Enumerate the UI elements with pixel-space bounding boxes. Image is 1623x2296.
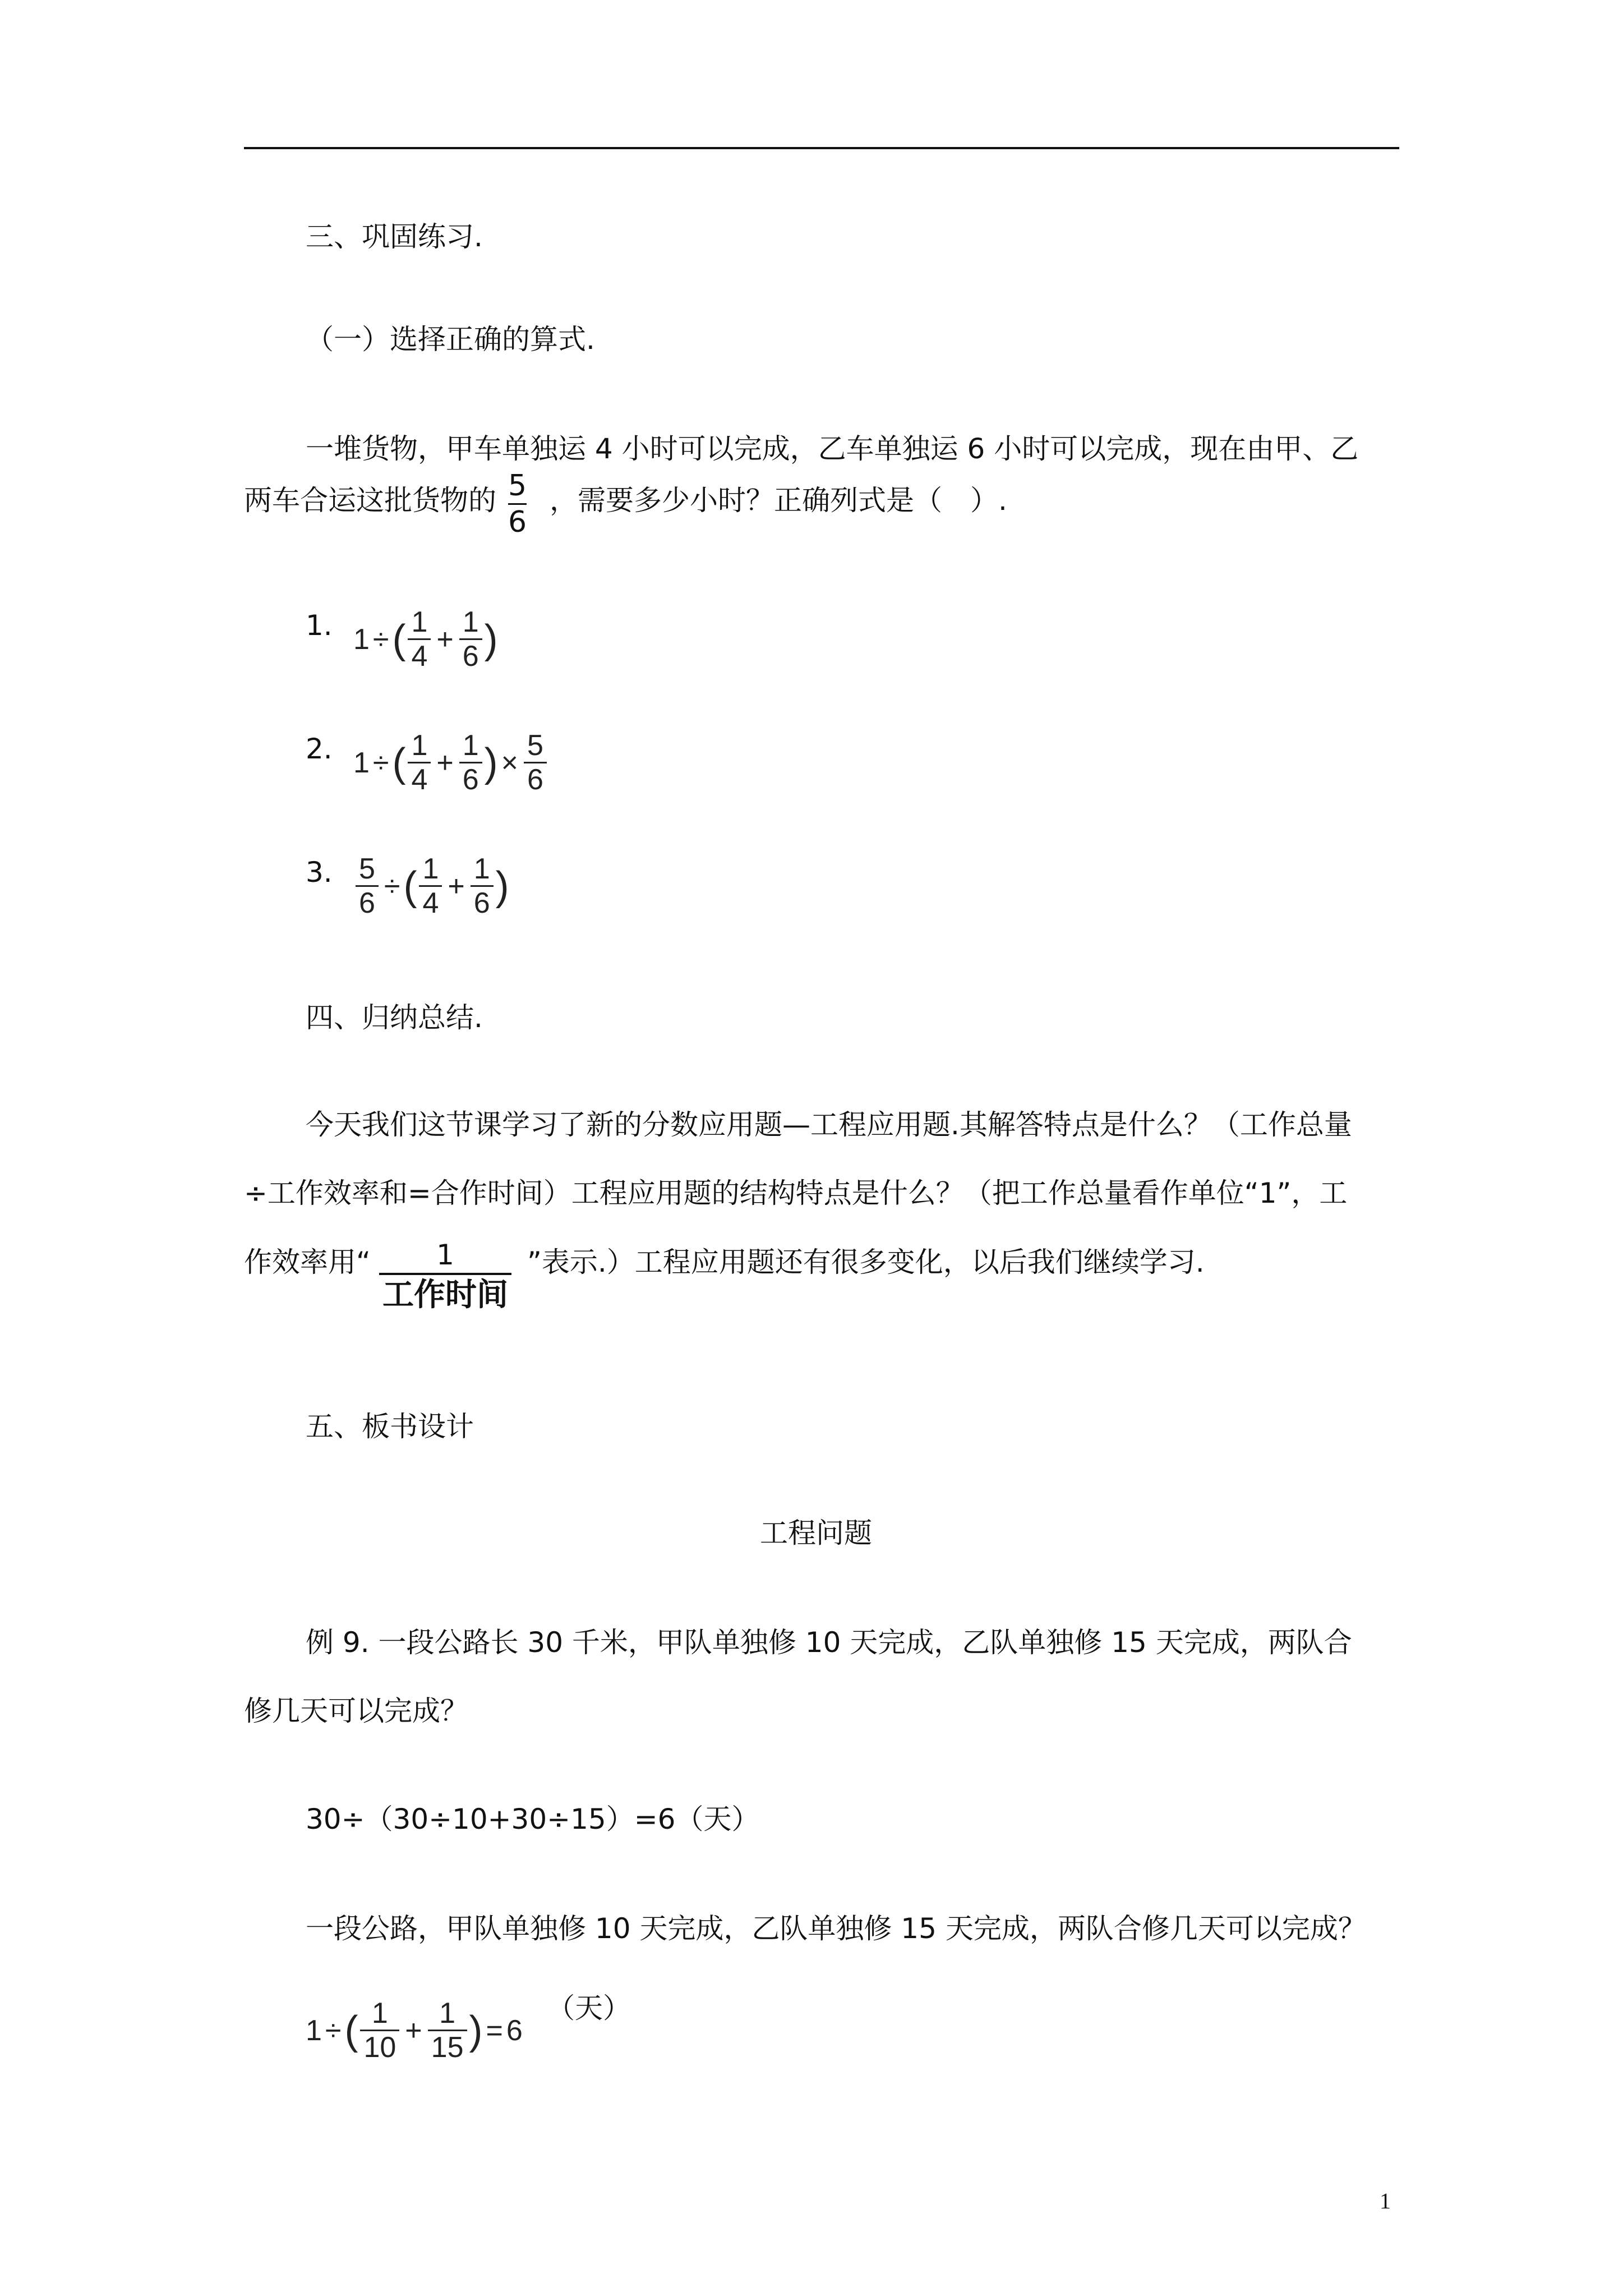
summary-line-3a: 作效率用“ [244, 1246, 371, 1278]
fraction-denominator: 6 [508, 505, 527, 539]
fraction-1-6: $\frac{1}{6}$ [459, 606, 482, 673]
fraction-numerator: 5 [508, 469, 527, 503]
section3-subheading: （一）选择正确的算式. [306, 323, 595, 356]
section4-heading: 四、归纳总结. [306, 1001, 483, 1034]
left-paren: ( [392, 616, 406, 662]
equals-sign: = [486, 2014, 503, 2047]
problem-fraction [508, 468, 527, 540]
problem-line-1: 一堆货物，甲车单独运 4 小时可以完成，乙车单独运 6 小时可以完成，现在由甲、乙 [306, 432, 1359, 465]
problem-line-2b: ，需要多少小时？正确列式是（ ）. [550, 484, 1007, 517]
fraction-5-6: $\frac{5}{6}$ [356, 853, 379, 919]
header-rule [244, 147, 1399, 149]
option-1-label: 1. [306, 609, 333, 642]
plus-sign: + [436, 746, 454, 779]
divide-sign: ÷ [325, 2014, 342, 2047]
fraction-5-6: $\frac{5}{6}$ [524, 729, 547, 796]
section3-heading: 三、巩固练习. [306, 220, 483, 253]
fraction-1-4: $\frac{1}{4}$ [408, 606, 431, 673]
example-line-1: 例 9. 一段公路长 30 千米，甲队单独修 10 天完成，乙队单独修 15 天完成，两队合 [306, 1626, 1352, 1659]
right-paren: ) [495, 863, 509, 909]
result-unit: （天） [547, 1992, 631, 2024]
option-3-formula [353, 853, 509, 919]
section5-heading: 五、板书设计 [306, 1410, 474, 1443]
plus-sign: + [436, 623, 454, 656]
divide-sign: ÷ [372, 746, 389, 779]
summary-line-1: 今天我们这节课学习了新的分数应用题—工程应用题.其解答特点是什么？（工作总量 [306, 1108, 1352, 1141]
left-paren: ( [403, 863, 417, 909]
right-paren: ) [469, 2008, 483, 2053]
fraction-1-6: $\frac{1}{6}$ [471, 853, 494, 919]
option-3-label: 3. [306, 856, 333, 889]
fraction-1-15: $\frac{1}{15}$ [428, 1997, 467, 2064]
example2-line: 一段公路，甲队单独修 10 天完成，乙队单独修 15 天完成，两队合修几天可以完成？ [306, 1912, 1366, 1945]
plus-sign: + [448, 869, 465, 903]
right-paren: ) [484, 616, 498, 662]
fraction-1-6: $\frac{1}{6}$ [459, 729, 482, 796]
option-2-label: 2. [306, 733, 333, 765]
page-number: 1 [1380, 2188, 1391, 2214]
left-paren: ( [392, 740, 406, 785]
work-time-fraction [379, 1237, 511, 1315]
formula-one: 1 [353, 746, 370, 779]
formula-one: 1 [306, 2014, 322, 2047]
fraction-1-4: $\frac{1}{4}$ [408, 729, 431, 796]
summary-line-2: ÷工作效率和=合作时间）工程应用题的结构特点是什么？（把工作总量看作单位“1”，工 [244, 1177, 1348, 1209]
times-sign: × [501, 746, 519, 779]
left-paren: ( [344, 2008, 358, 2053]
example-calculation: 30÷（30÷10+30÷15）=6（天） [306, 1803, 760, 1835]
summary-line-3b: ”表示.）工程应用题还有很多变化，以后我们继续学习. [527, 1246, 1205, 1278]
fraction-numerator: 1 [436, 1239, 454, 1271]
option-2-formula [353, 729, 549, 796]
right-paren: ) [484, 740, 498, 785]
fraction-1-4: $\frac{1}{4}$ [419, 853, 442, 919]
problem-line-2a: 两车合运这批货物的 [244, 484, 496, 517]
option-1-formula [353, 606, 498, 673]
fraction-denominator: 工作时间 [382, 1277, 508, 1313]
plus-sign: + [405, 2014, 422, 2047]
divide-sign: ÷ [384, 869, 400, 903]
example-line-2: 修几天可以完成？ [244, 1695, 468, 1727]
divide-sign: ÷ [372, 623, 389, 656]
fraction-1-10: $\frac{1}{10}$ [360, 1997, 399, 2064]
result-value: 6 [506, 2014, 523, 2047]
formula-one: 1 [353, 623, 370, 656]
board-title: 工程问题 [760, 1517, 872, 1549]
final-formula [306, 1997, 523, 2064]
